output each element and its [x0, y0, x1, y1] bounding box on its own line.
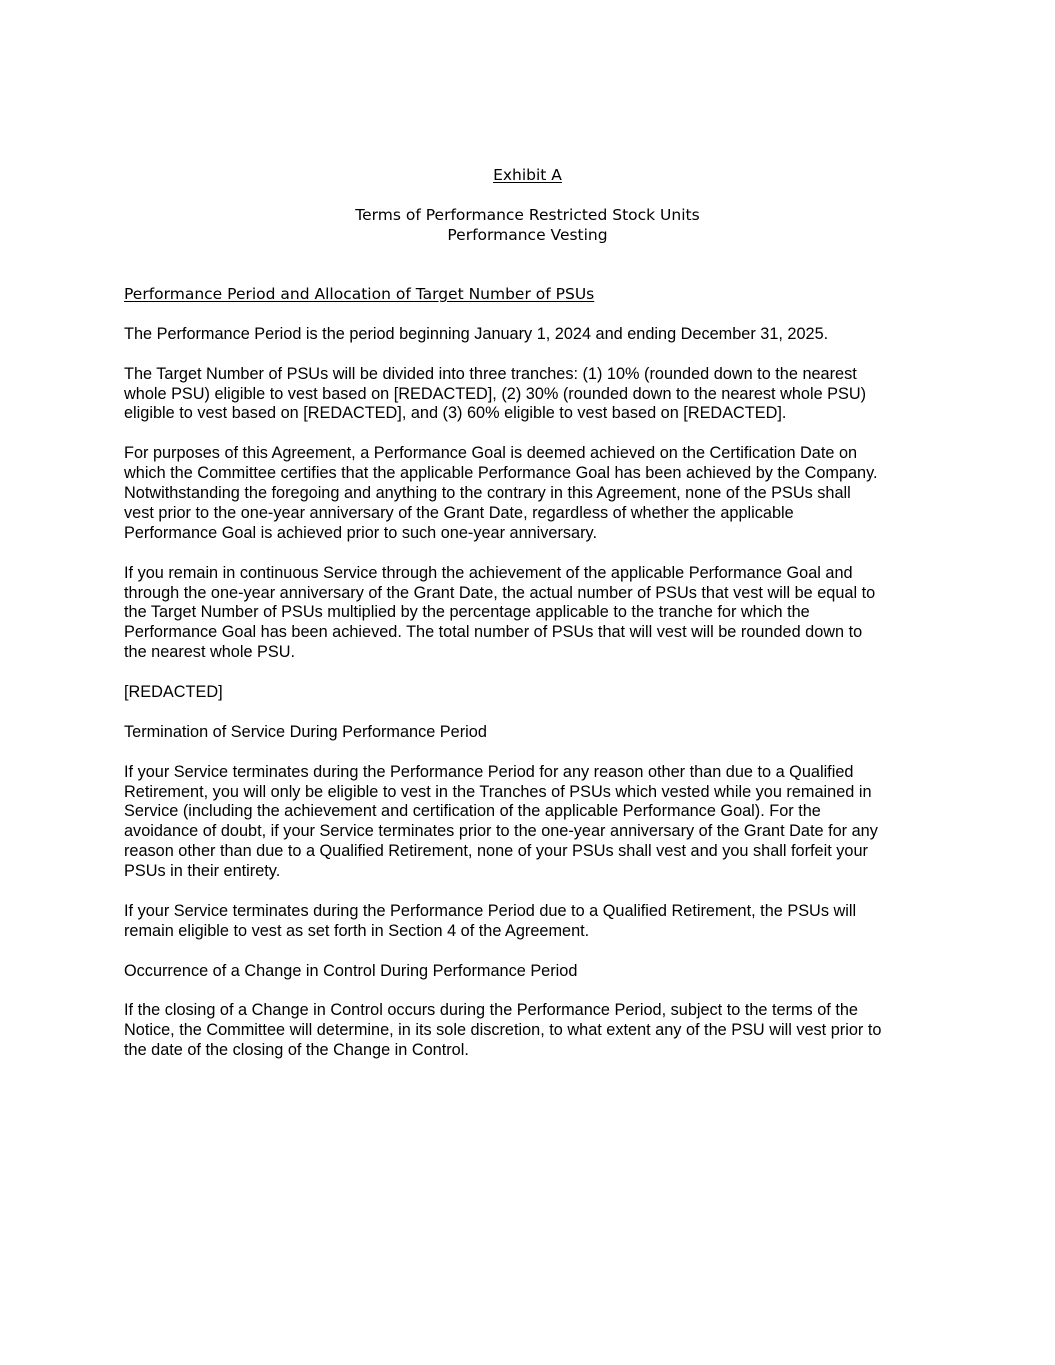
- paragraph-line: If the closing of a Change in Control occurs during the Performance Period, subject to the terms of the: [124, 1001, 858, 1020]
- paragraph: [124, 962, 934, 982]
- paragraph: [124, 763, 934, 882]
- paragraph-line: If you remain in continuous Service through the achievement of the applicable Performance Goal and: [124, 563, 853, 582]
- exhibit-title: Exhibit A: [493, 166, 562, 184]
- subtitle-line: Performance Vesting: [447, 226, 608, 244]
- paragraph-line: which the Committee certifies that the applicable Performance Goal has been achieved by the Company.: [124, 464, 878, 483]
- paragraph-line: Retirement, you will only be eligible to vest in the Tranches of PSUs which vested while you remained in: [124, 782, 872, 801]
- paragraph-line: avoidance of doubt, if your Service terminates prior to the one-year anniversary of the Grant Date for any: [124, 822, 878, 841]
- paragraph-line: vest prior to the one-year anniversary of the Grant Date, regardless of whether the applicable: [124, 503, 794, 522]
- paragraph-line: reason other than due to a Qualified Retirement, none of your PSUs shall vest and you shall forfeit your: [124, 842, 868, 861]
- paragraph-line: The Performance Period is the period beginning January 1, 2024 and ending December 31, 2025.: [124, 324, 829, 343]
- paragraph: [124, 325, 934, 345]
- paragraph-list: [124, 325, 934, 1061]
- document-body: [124, 285, 934, 1081]
- paragraph-line: whole PSU) eligible to vest based on [REDACTED], (2) 30% (rounded down to the nearest whole PSU): [124, 384, 867, 403]
- paragraph-line: remain eligible to vest as set forth in Section 4 of the Agreement.: [124, 921, 590, 940]
- paragraph-line: eligible to vest based on [REDACTED], and (3) 60% eligible to vest based on [REDACTED].: [124, 404, 787, 423]
- paragraph: [124, 723, 934, 743]
- paragraph-line: the nearest whole PSU.: [124, 643, 296, 662]
- paragraph-line: through the one-year anniversary of the Grant Date, the actual number of PSUs that vest will be equal to: [124, 583, 876, 602]
- paragraph-line: Notice, the Committee will determine, in its sole discretion, to what extent any of the PSU will vest prior to: [124, 1021, 882, 1040]
- paragraph-line: [REDACTED]: [124, 683, 223, 702]
- paragraph-line: the date of the closing of the Change in Control.: [124, 1041, 469, 1060]
- subtitle-line: Terms of Performance Restricted Stock Units: [355, 206, 700, 224]
- paragraph: [124, 564, 934, 664]
- paragraph: [124, 365, 934, 425]
- paragraph-line: Notwithstanding the foregoing and anything to the contrary in this Agreement, none of the PSUs shall: [124, 484, 851, 503]
- paragraph: [124, 444, 934, 544]
- paragraph-line: Performance Goal has been achieved. The total number of PSUs that will vest will be rounded down to: [124, 623, 863, 642]
- paragraph-line: For purposes of this Agreement, a Performance Goal is deemed achieved on the Certification Date on: [124, 444, 858, 463]
- paragraph-line: Occurrence of a Change in Control During Performance Period: [124, 961, 578, 980]
- paragraph-line: Performance Goal is achieved prior to such one-year anniversary.: [124, 523, 597, 542]
- paragraph-line: The Target Number of PSUs will be divided into three tranches: (1) 10% (rounded down to the nearest: [124, 364, 857, 383]
- paragraph-line: Service (including the achievement and certification of the applicable Performance Goal). For the: [124, 802, 821, 821]
- paragraph: [124, 1001, 934, 1061]
- paragraph-line: PSUs in their entirety.: [124, 862, 281, 881]
- paragraph: [124, 902, 934, 942]
- section-heading: Performance Period and Allocation of Target Number of PSUs: [124, 285, 595, 303]
- paragraph-line: If your Service terminates during the Performance Period due to a Qualified Retirement, the PSUs will: [124, 901, 857, 920]
- paragraph-line: the Target Number of PSUs multiplied by the percentage applicable to the tranche for which the: [124, 603, 810, 622]
- paragraph: [124, 683, 934, 703]
- paragraph-line: Termination of Service During Performance Period: [124, 722, 487, 741]
- paragraph-line: If your Service terminates during the Performance Period for any reason other than due to a Qualified: [124, 762, 854, 781]
- document-subtitle: [0, 205, 1055, 245]
